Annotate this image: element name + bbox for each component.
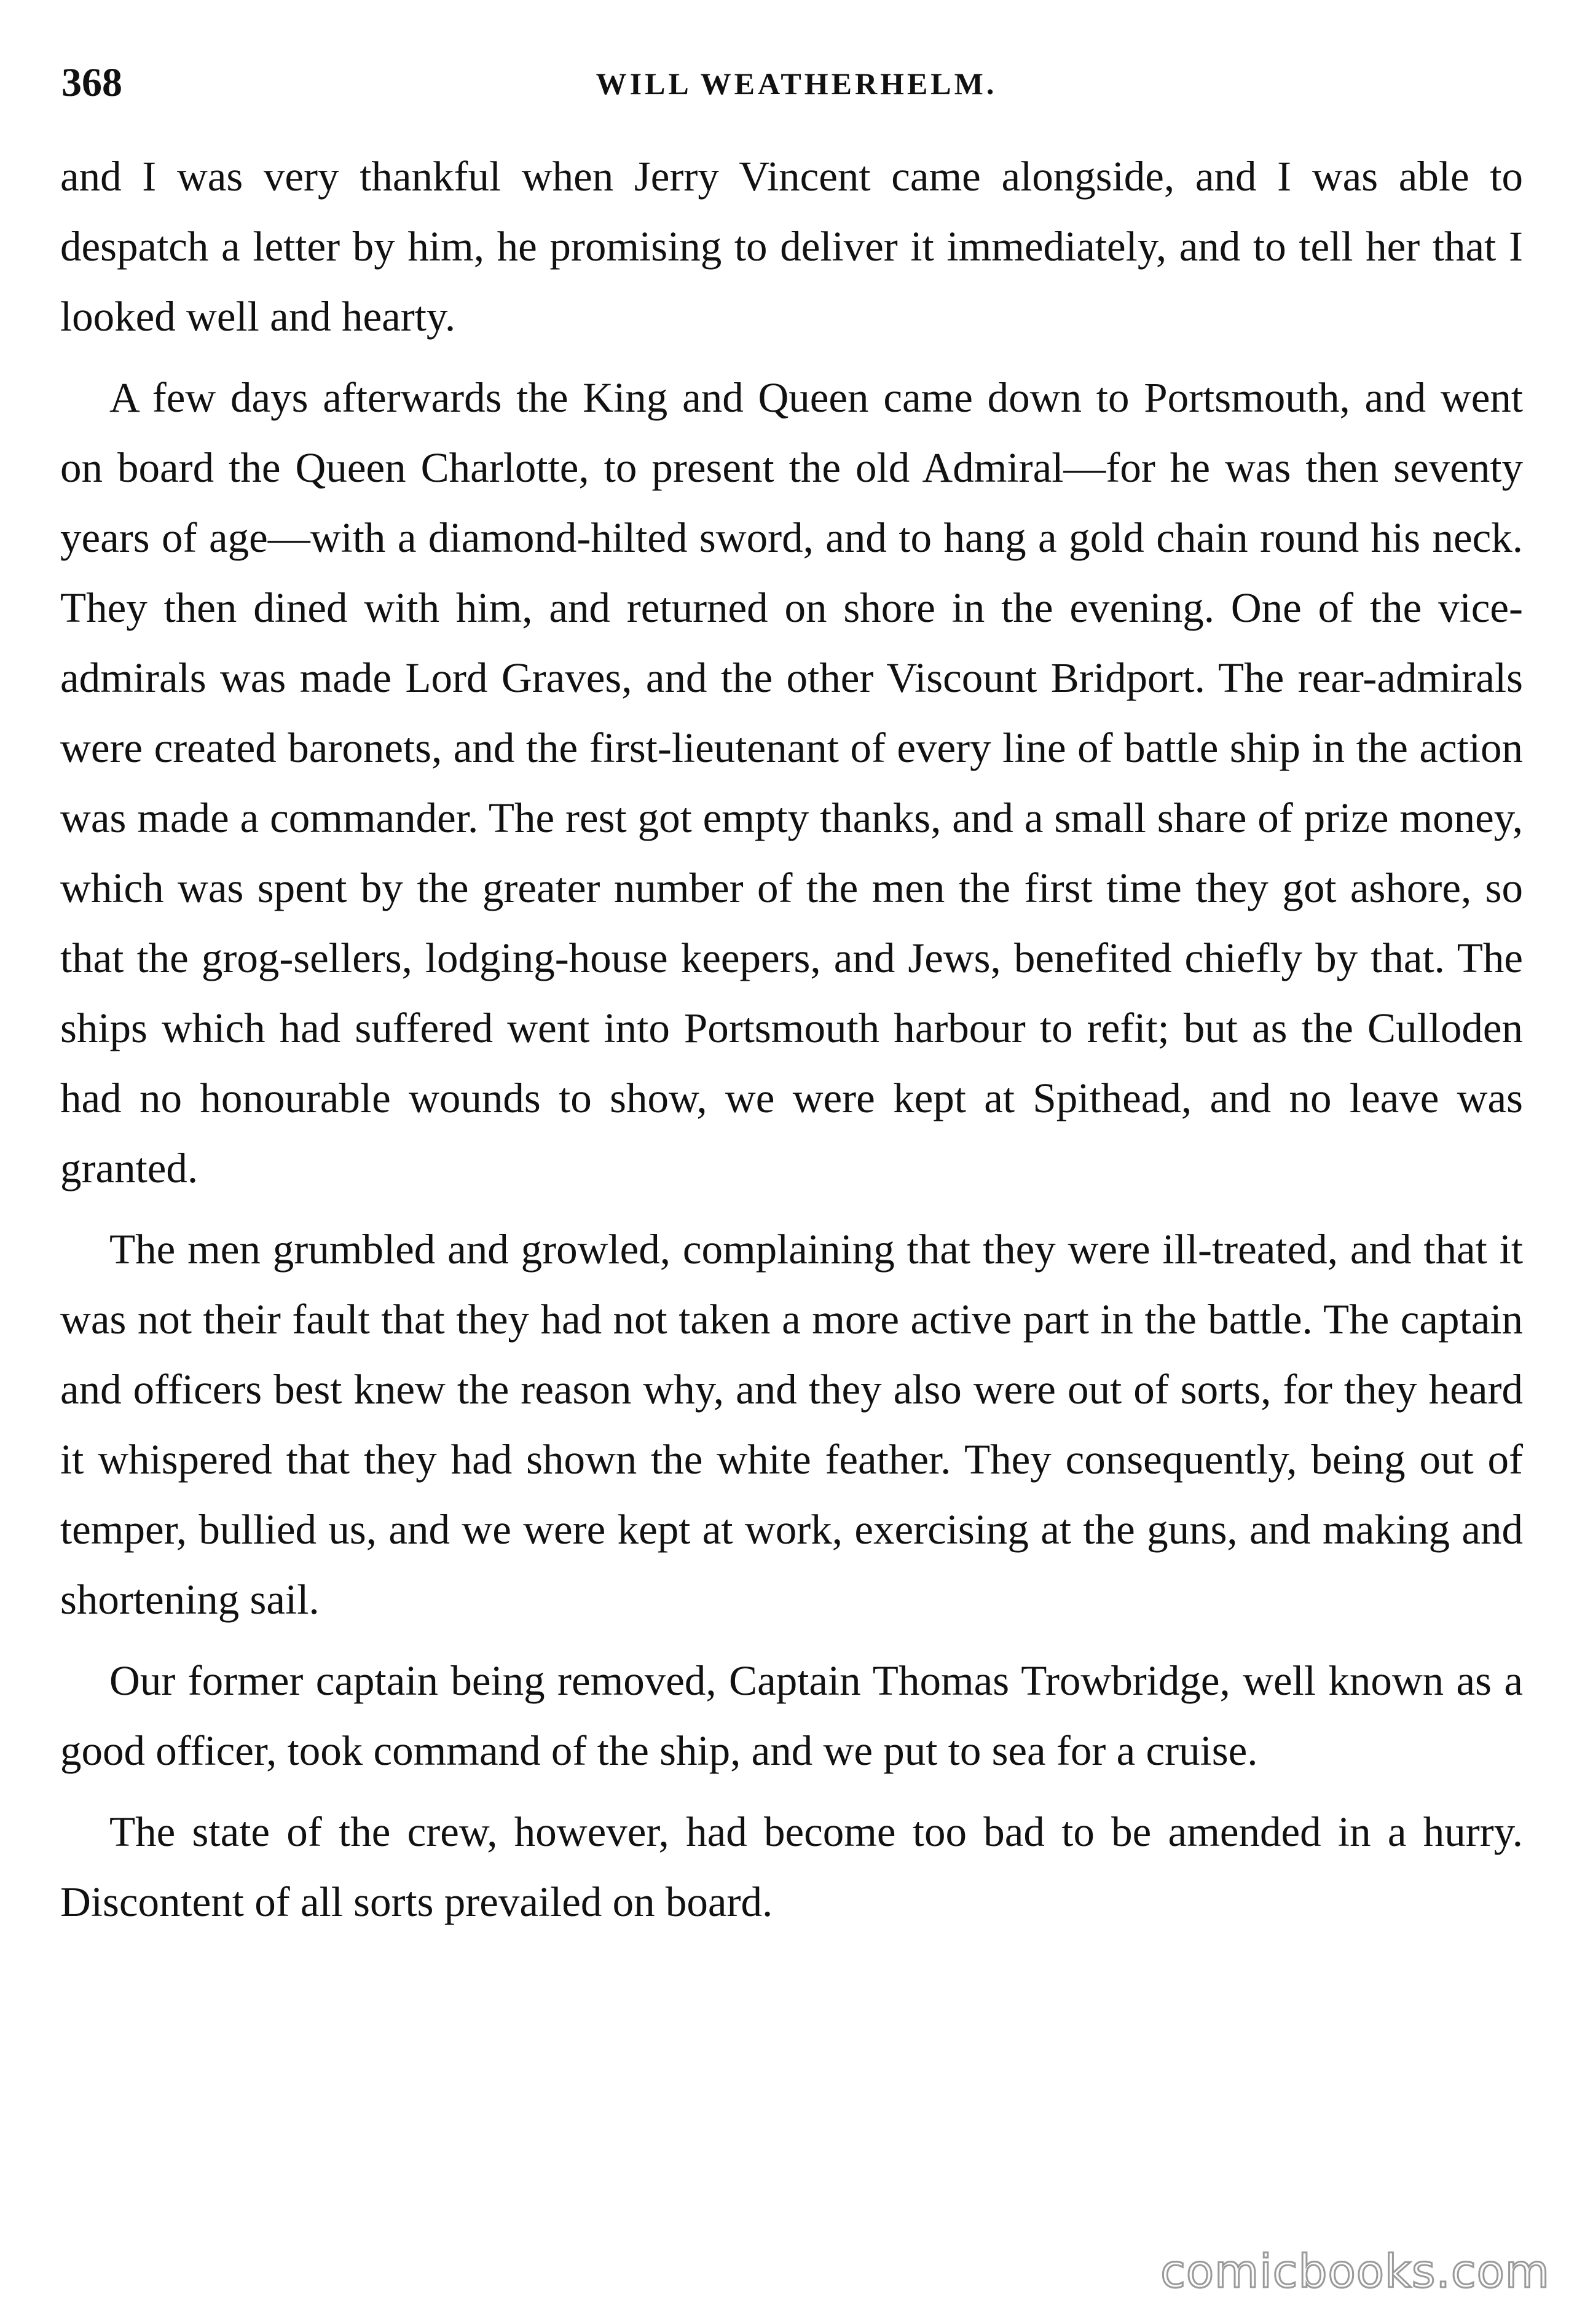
running-head: [0, 58, 1593, 108]
paragraph-2: A few days afterwards the King and Queen came down to Portsmouth, and went on board the Queen Charlotte, to present the old Admiral—for he was then seventy years of age—with a diamond-hilted sword, and to hang a gold chain round his neck. They then dined with him, and returned on shore in the evening. One of the vice-admirals was made Lord Graves, and the other Viscount Bridport. The rear-admirals were created baronets, and the first-lieutenant of every line of battle ship in the action was made a commander. The rest got empty thanks, and a small share of prize money, which was spent by the greater number of the men the first time they got ashore, so that the grog-sellers, lodging-house keepers, and Jews, benefited chiefly by that. The ships which had suffered went into Portsmouth harbour to refit; but as the Culloden had no honourable wounds to show, we were kept at Spithead, and no leave was granted.: [60, 374, 1523, 1191]
paragraph-1: and I was very thankful when Jerry Vincent came alongside, and I was able to despatch a letter by him, he promising to deliver it immediately, and to tell her that I looked well and hearty.: [60, 153, 1523, 340]
paragraph-5: The state of the crew, however, had become too bad to be amended in a hurry. Discontent of all sorts prevailed on board.: [60, 1808, 1523, 1925]
body-text: [60, 141, 1523, 1948]
paragraph-4: Our former captain being removed, Captain Thomas Trowbridge, well known as a good officer, took command of the ship, and we put to sea for a cruise.: [60, 1657, 1523, 1774]
paragraph-3: The men grumbled and growled, complaining that they were ill-treated, and that it was not their fault that they had not taken a more active part in the battle. The captain and officers best knew the reason why, and they also were out of sorts, for they heard it whispered that they had shown the white feather. They consequently, being out of temper, bullied us, and we were kept at work, exercising at the guns, and making and shortening sail.: [60, 1226, 1523, 1623]
running-title: WILL WEATHERHELM.: [596, 66, 997, 101]
page-number: 368: [61, 60, 122, 105]
watermark: comicbooks.com: [1160, 2245, 1550, 2298]
